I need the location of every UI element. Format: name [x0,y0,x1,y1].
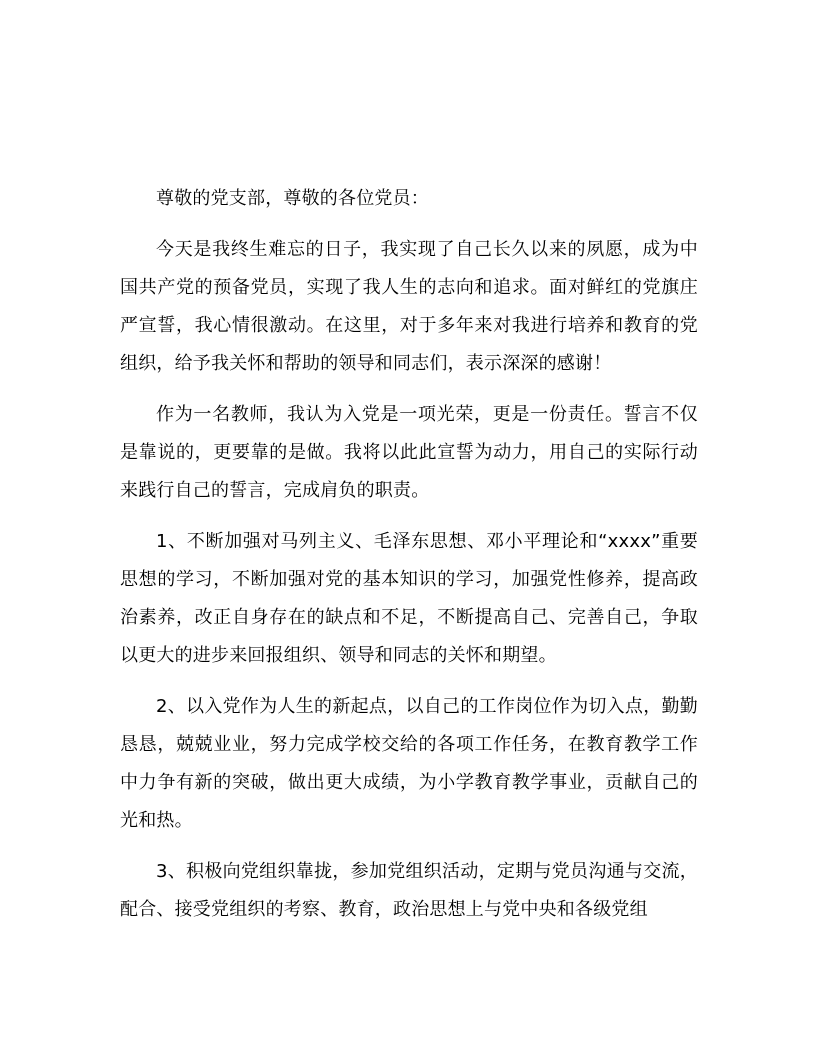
paragraph-intro: 今天是我终生难忘的日子，我实现了自己长久以来的夙愿，成为中国共产党的预备党员，实现了我人生的志向和追求。面对鲜红的党旗庄严宣誓，我心情很激动。在这里，对于多年来对我进行培养和教育的党组织，给予我关怀和帮助的领导和同志们，表示深深的感谢！ [120,239,698,374]
paragraph-teacher-duty: 作为一名教师，我认为入党是一项光荣，更是一份责任。誓言不仅是靠说的，更要靠的是做。我将以此此宣誓为动力，用自己的实际行动来践行自己的誓言，完成肩负的职责。 [120,404,698,501]
document-body [120,180,698,929]
paragraph-item-2: 2、以入党作为人生的新起点，以自己的工作岗位作为切入点，勤勤恳恳，兢兢业业，努力完成学校交给的各项工作任务，在教育教学工作中力争有新的突破，做出更大成绩，为小学教育教学事业，贡献自己的光和热。 [120,696,698,831]
paragraph-item-3: 3、积极向党组织靠拢，参加党组织活动，定期与党员沟通与交流，配合、接受党组织的考察、教育，政治思想上与党中央和各级党组 [120,861,698,920]
paragraph-item-1: 1、不断加强对马列主义、毛泽东思想、邓小平理论和“xxxx”重要思想的学习，不断加强对党的基本知识的学习，加强党性修养，提高政治素养，改正自身存在的缺点和不足，不断提高自己、完善自己，争取以更大的进步来回报组织、领导和同志的关怀和期望。 [120,531,698,666]
salutation: 尊敬的党支部，尊敬的各位党员： [156,188,429,209]
